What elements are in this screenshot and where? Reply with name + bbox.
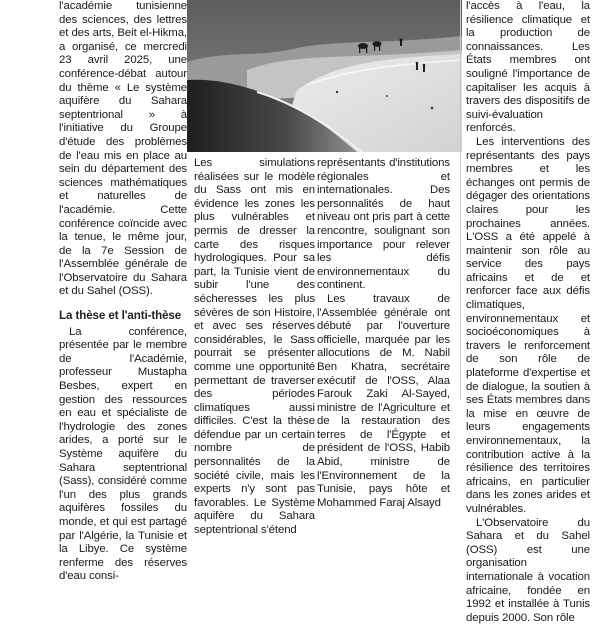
paragraph-interventions: Les interventions des représentants des pays membres et les échanges ont permis de dégager des orientations claires pour les prochaines années. L'OSS a été appelé à maintenir son rôle au service des pays africains et de et renforcer face aux défis climatiques, environnementaux et socioéconomiques à travers le renforcement de son rôle de plateforme d'expertise et de dialogue, la soutien à ses États membres dans la mise en œuvre de leurs engagements environnementaux, la contribution active à la résilience des territoires africains, en particulier dans les zones arides et vulnérables. xyxy=(466,135,590,515)
article-column-2 xyxy=(194,157,315,537)
subheading-these-antithese: La thèse et l'anti-thèse xyxy=(59,309,182,323)
paragraph-simulations: Les simulations réalisées sur le modèle du Sass ont mis en évidence les zones les plus vulnérables et permis de dresser la carte des risques hydrologiques. Pour sa part, la Tunisie vient de subir l'une des sécheresses les plus sévères de son Histoire, et avec ses réserves considérables, le Sass pourrait se présenter comme une opportunité permettant de traverser des périodes climatiques aussi difficiles. C'est la thèse défendue par un certain nombre de personnalités de la société civile, mais les experts n'y sont pas favorables. Le Système aquifère du Sahara septentrional s'étend xyxy=(194,157,315,537)
paragraph-intro: l'académie tunisienne des sciences, des lettres et des arts, Beit el-Hikma, a organisé, ce mercredi 23 avril 2025, une conférence-débat autour du thème « Le système aquifère du Sahara septentrional » à l'initiative du Groupe d'étude des problèmes de l'eau mis en place au sein du département des sciences mathématiques et naturelles de l'académie. Cette conférence coïncide avec la tenue, le même jour, de la 7e Session de l'Assemblée générale de l'Observatoire du Sahara et du Sahel (OSS). xyxy=(59,0,187,298)
article-column-4 xyxy=(466,0,590,624)
paragraph-assemblee: Les travaux de l'Assemblée générale ont débuté par l'ouverture officielle, marquée par les allocutions de M. Nabil Ben Khatra, secrétaire exécutif de l'OSS, Alaa Farouk Zaki Al-Sayed, ministre de l'Agriculture et de la restauration des terres de l'Égypte et président de l'OSS, Habib Abid, ministre de l'Environnement de la Tunisie, pays hôte et Mohammed Faraj Alsayd xyxy=(317,292,450,509)
column-divider xyxy=(460,0,461,400)
article-column-3 xyxy=(317,157,450,509)
paragraph-acces-eau: l'accès à l'eau, la résilience climatique et la production de connaissances. Les États membres ont souligné l'importance de capitaliser les acquis à travers des dispositifs de suivi-évaluation renforcés. xyxy=(466,0,590,135)
article-column-1 xyxy=(59,0,187,583)
desert-dunes-photo xyxy=(187,0,462,152)
paragraph-oss-description: L'Observatoire du Sahara et du Sahel (OSS) est une organisation internationale à vocation africaine, fondée en 1992 et installée à Tunis depuis 2000. Son rôle xyxy=(466,516,590,624)
desert-photo-drawing xyxy=(187,0,462,152)
paragraph-representants: représentants d'institutions régionales et internationales. Des personnalités de haut niveau ont pris part à cette rencontre, soulignant son importance pour relever les défis environnementaux du continent. xyxy=(317,157,450,292)
paragraph-conference: La conférence, présentée par le membre de l'Académie, professeur Mustapha Besbes, expert en gestion des ressources en eau et spécialiste de l'hydrologie des zones arides, a porté sur le Système aquifère du Sahara septentrional (Sass), considéré comme l'un des plus grands aquifères fossiles du monde, et qui est partagé par l'Algérie, la Tunisie et la Libye. Ce système renferme des réserves d'eau consi- xyxy=(59,325,187,583)
